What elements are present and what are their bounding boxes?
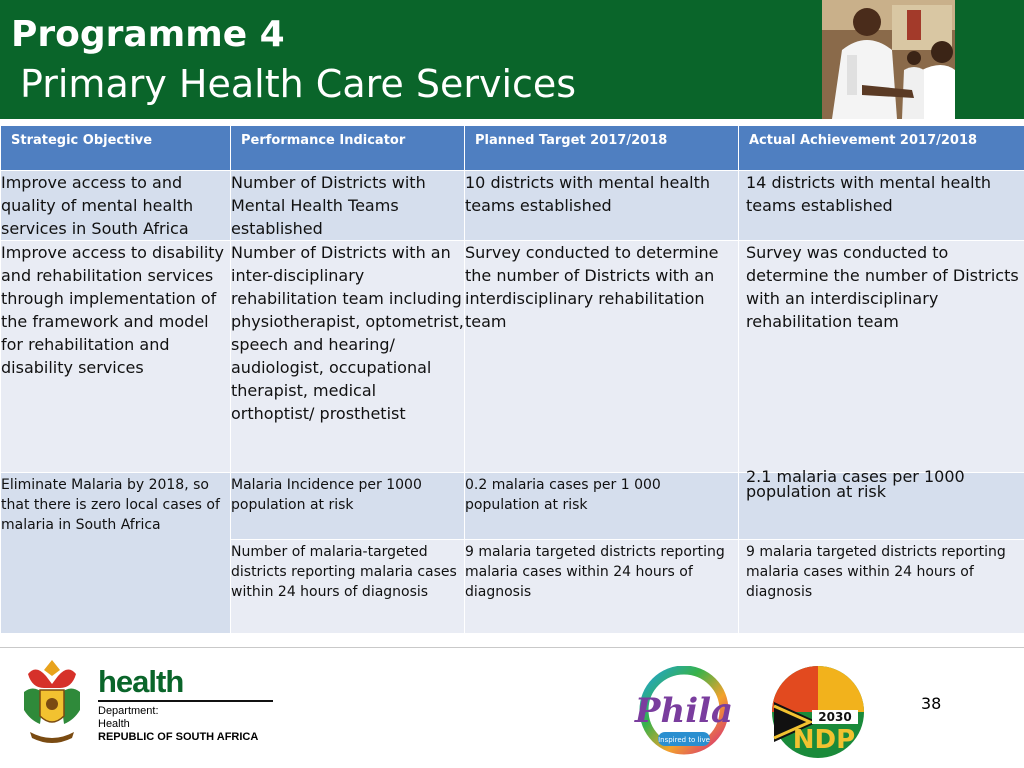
indicator-cell: Number of Districts with Mental Health Teams established (231, 171, 465, 241)
target-cell: 10 districts with mental health teams established (465, 171, 739, 241)
nurse-children-photo (822, 0, 955, 119)
dept-line-2: Health (98, 718, 130, 730)
table-row (1, 241, 1024, 473)
svg-text:Phila: Phila (634, 691, 734, 731)
dept-line-1: Department: (98, 705, 159, 717)
indicator-cell: Number of malaria-targeted districts reporting malaria cases within 24 hours of diagnosis (231, 540, 465, 634)
target-cell: Survey conducted to determine the number of Districts with an interdisciplinary rehabilitation team (465, 241, 739, 473)
actual-cell: 14 districts with mental health teams established (739, 171, 1024, 241)
objective-cell: Improve access to disability and rehabilitation services through implementation of the framework and model for rehabilitation and disability services (1, 241, 231, 473)
department-label (98, 705, 258, 744)
health-wordmark: health (98, 664, 184, 699)
title-banner (0, 0, 1024, 119)
actual-cell (739, 467, 1024, 540)
page-number: 38 (921, 694, 942, 713)
table-row (1, 171, 1024, 241)
objective-cell: Improve access to and quality of mental health services in South Africa (1, 171, 231, 241)
actual-cell: 9 malaria targeted districts reporting malaria cases within 24 hours of diagnosis (739, 540, 1024, 634)
indicator-cell: Number of Districts with an inter-disciplinary rehabilitation team including physiotherapist, optometrist, speech and hearing/ audiologist, occupational therapist, medical orthoptist/ prosthetist (231, 241, 465, 473)
health-underline (98, 700, 273, 702)
programme-subtitle: Primary Health Care Services (20, 62, 577, 106)
coat-of-arms-icon (16, 654, 88, 750)
indicator-cell: Malaria Incidence per 1000 population at risk (231, 473, 465, 540)
column-header-target: Planned Target 2017/2018 (465, 126, 739, 171)
actual-cell: Survey was conducted to determine the number of Districts with an interdisciplinary rehabilitation team (739, 241, 1024, 473)
target-cell: 0.2 malaria cases per 1 000 population at risk (465, 473, 739, 540)
ndp-2030-logo-icon (764, 662, 872, 762)
svg-text:Inspired to live: Inspired to live (658, 736, 710, 744)
svg-text:NDP: NDP (792, 725, 856, 755)
table-row (1, 473, 1024, 540)
footer-divider (0, 647, 1024, 648)
objective-cell: Eliminate Malaria by 2018, so that there is zero local cases of malaria in South Africa (1, 473, 231, 634)
actual-cell-text: 2.1 malaria cases per 1000 population at risk (746, 467, 965, 501)
column-header-objective: Strategic Objective (1, 126, 231, 171)
dept-line-3: REPUBLIC OF SOUTH AFRICA (98, 731, 259, 743)
column-header-indicator: Performance Indicator (231, 126, 465, 171)
phila-logo-icon (624, 666, 744, 760)
target-cell: 9 malaria targeted districts reporting malaria cases within 24 hours of diagnosis (465, 540, 739, 634)
programme-title: Programme 4 (11, 14, 285, 55)
svg-text:2030: 2030 (818, 710, 852, 724)
column-header-actual: Actual Achievement 2017/2018 (739, 126, 1024, 171)
performance-table (0, 125, 1024, 634)
